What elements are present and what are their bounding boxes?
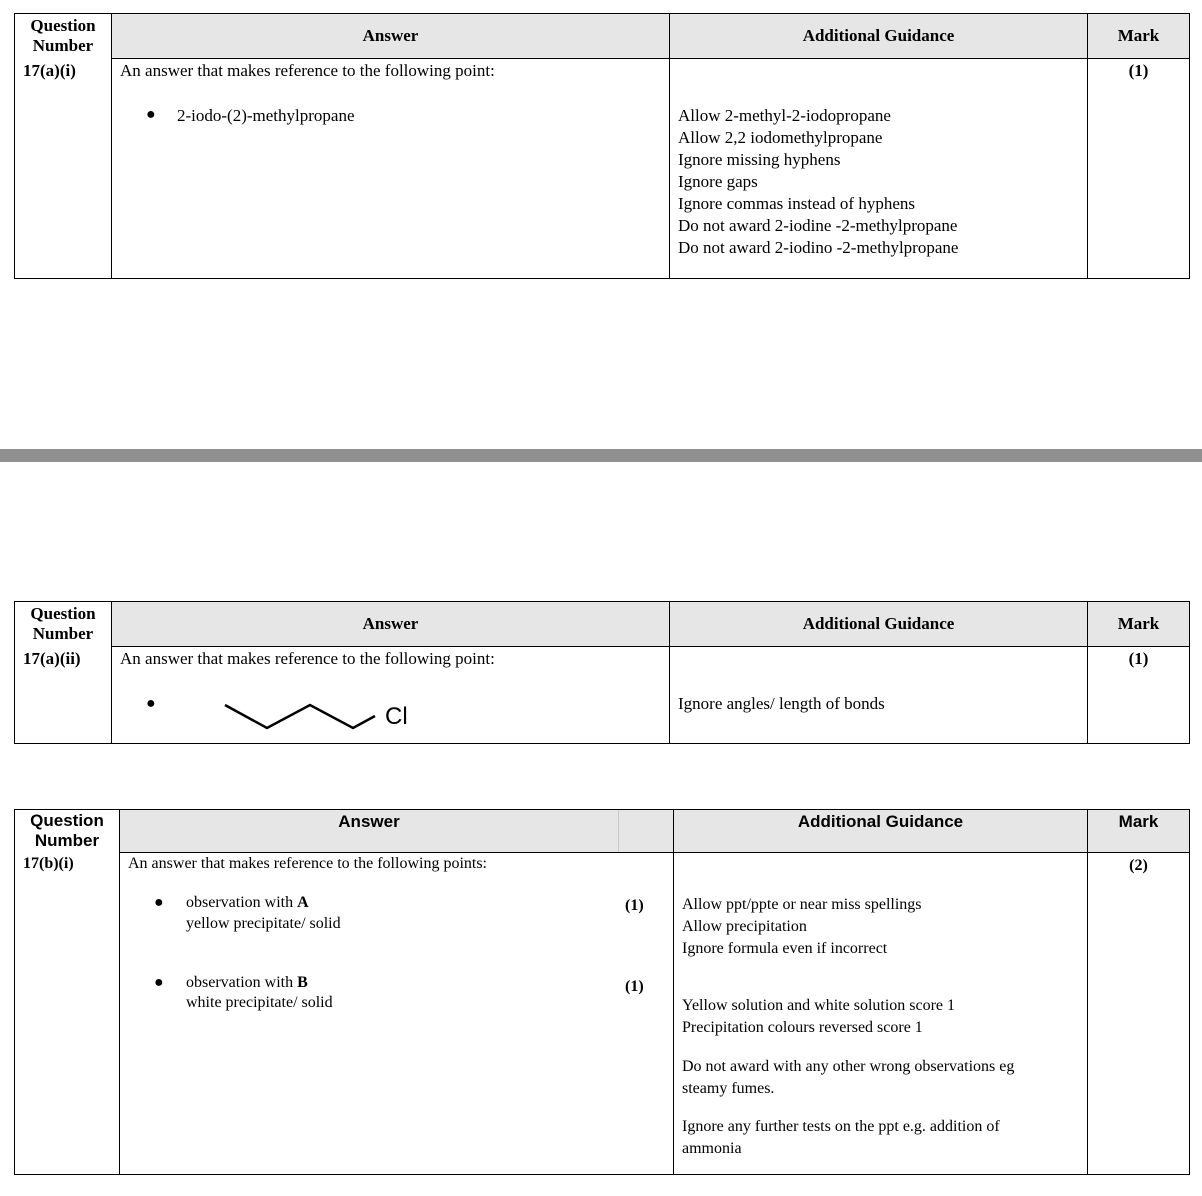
- additional-guidance: Ignore angles/ length of bonds: [678, 694, 885, 713]
- mark-value: (1): [1128, 649, 1149, 668]
- additional-guidance: Allow 2-methyl-2-iodopropane Allow 2,2 iodomethylpropane Ignore missing hyphens Ignore gaps Ignore commas instead of hyphens Do not award 2-iodine -2-methylpropane Do not award 2-iodino -2-methylpropane: [678, 106, 959, 257]
- answer-intro: An answer that makes reference to the following points:: [128, 855, 487, 872]
- col-divider: [111, 14, 112, 278]
- header-additional-guidance: Additional Guidance: [670, 14, 1087, 58]
- point-mark-b: (1): [625, 978, 644, 995]
- header-answer: Answer: [112, 602, 669, 646]
- chlorine-label: Cl: [385, 703, 408, 730]
- mark-scheme-table-17aii: [14, 601, 1190, 744]
- header-mark: Mark: [1088, 14, 1189, 58]
- mark-value: (2): [1129, 857, 1148, 874]
- col-divider: [111, 602, 112, 743]
- col-divider: [669, 14, 670, 278]
- header-answer: Answer: [120, 810, 618, 852]
- mark-scheme-table-17bi: [14, 809, 1190, 1175]
- answer-point-b: observation with B: [186, 974, 308, 991]
- header-subdivider: [618, 810, 619, 852]
- answer-point: 2-iodo-(2)-methylpropane: [177, 106, 355, 125]
- question-number: 17(a)(i): [23, 61, 76, 80]
- answer-intro: An answer that makes reference to the following point:: [120, 61, 495, 80]
- col-divider: [673, 810, 674, 1174]
- header-additional-guidance: Additional Guidance: [670, 602, 1087, 646]
- col-divider: [1087, 602, 1088, 743]
- bullet-icon: ●: [146, 695, 156, 712]
- header-mark: Mark: [1088, 602, 1189, 646]
- point-mark-a: (1): [625, 897, 644, 914]
- guidance-block-4: Ignore any further tests on the ppt e.g. addition of ammonia: [682, 1118, 1000, 1157]
- mark-value: (1): [1128, 61, 1149, 80]
- answer-point-a-detail: yellow precipitate/ solid: [186, 915, 341, 932]
- guidance-block-2: Yellow solution and white solution score 1 Precipitation colours reversed score 1: [682, 997, 956, 1036]
- section-divider: [0, 449, 1202, 462]
- header-blank: [619, 810, 673, 852]
- header-mark: Mark: [1088, 810, 1189, 852]
- col-divider: [1087, 14, 1088, 278]
- bullet-icon: ●: [154, 894, 164, 911]
- header-additional-guidance: Additional Guidance: [674, 810, 1087, 852]
- col-divider: [119, 810, 120, 1174]
- bullet-icon: ●: [154, 974, 164, 991]
- bullet-icon: ●: [146, 106, 156, 123]
- col-divider: [669, 602, 670, 743]
- answer-point-b-detail: white precipitate/ solid: [186, 994, 333, 1011]
- header-answer: Answer: [112, 14, 669, 58]
- header-question-number: Question Number: [15, 602, 111, 646]
- answer-intro: An answer that makes reference to the following point:: [120, 649, 495, 668]
- guidance-block-3: Do not award with any other wrong observations eg steamy fumes.: [682, 1058, 1015, 1097]
- mark-scheme-table-17ai: [14, 13, 1190, 279]
- skeletal-bond-chain: [225, 705, 375, 728]
- header-divider: [111, 58, 1189, 59]
- guidance-block-1: Allow ppt/ppte or near miss spellings Allow precipitation Ignore formula even if incorrect: [682, 896, 922, 957]
- question-number: 17(a)(ii): [23, 649, 81, 668]
- header-question-number: Question Number: [15, 14, 111, 58]
- header-question-number: Question Number: [15, 810, 119, 852]
- header-divider: [111, 646, 1189, 647]
- answer-point-a: observation with A: [186, 894, 309, 911]
- skeletal-structure-1-chlorobutane: [215, 692, 425, 736]
- question-number: 17(b)(i): [23, 855, 74, 872]
